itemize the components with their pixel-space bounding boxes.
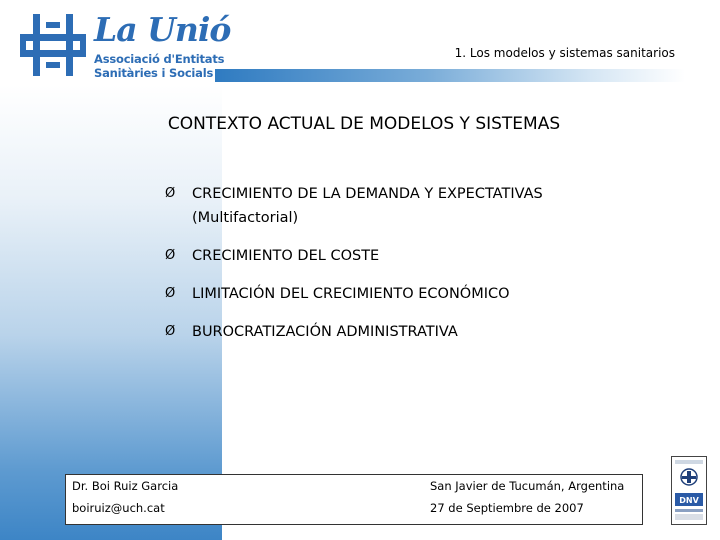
- bullet-arrow-icon: Ø: [165, 186, 176, 201]
- footer-author: Dr. Boi Ruiz Garcia: [72, 479, 179, 493]
- bullet-text: LIMITACIÓN DEL CRECIMIENTO ECONÓMICO: [192, 286, 510, 302]
- logo-subtitle-line-1: Associació d'Entitats: [94, 52, 225, 66]
- bullet-item: [165, 282, 543, 306]
- certification-label: DNV: [679, 496, 699, 505]
- la-unio-logo: [18, 10, 231, 82]
- bullet-text-continuation: (Multifactorial): [192, 210, 299, 226]
- bullet-text: CRECIMIENTO DEL COSTE: [192, 248, 380, 264]
- bullet-list: [165, 182, 543, 358]
- bullet-arrow-icon: Ø: [165, 324, 176, 339]
- footer-box: [65, 474, 643, 525]
- bullet-text: CRECIMIENTO DE LA DEMANDA Y EXPECTATIVAS: [192, 186, 543, 202]
- logo-name: La Unió: [94, 10, 231, 49]
- bullet-item: [165, 182, 543, 230]
- footer-email: boiruiz@uch.cat: [72, 501, 165, 515]
- certification-seal-icon: [672, 457, 706, 524]
- la-unio-logo-mark-icon: [18, 12, 88, 78]
- bullet-text: BUROCRATIZACIÓN ADMINISTRATIVA: [192, 324, 458, 340]
- section-title: 1. Los modelos y sistemas sanitarios: [454, 46, 675, 60]
- footer-place: San Javier de Tucumán, Argentina: [430, 479, 625, 493]
- certification-badge: [671, 456, 707, 525]
- footer-date: 27 de Septiembre de 2007: [430, 501, 584, 515]
- header-gradient-band: [215, 69, 685, 82]
- bullet-arrow-icon: Ø: [165, 286, 176, 301]
- bullet-item: [165, 320, 543, 344]
- logo-subtitle-line-2: Sanitàries i Socials: [94, 66, 214, 80]
- bullet-item: [165, 244, 543, 268]
- bullet-arrow-icon: Ø: [165, 248, 176, 263]
- slide-title: CONTEXTO ACTUAL DE MODELOS Y SISTEMAS: [167, 114, 561, 134]
